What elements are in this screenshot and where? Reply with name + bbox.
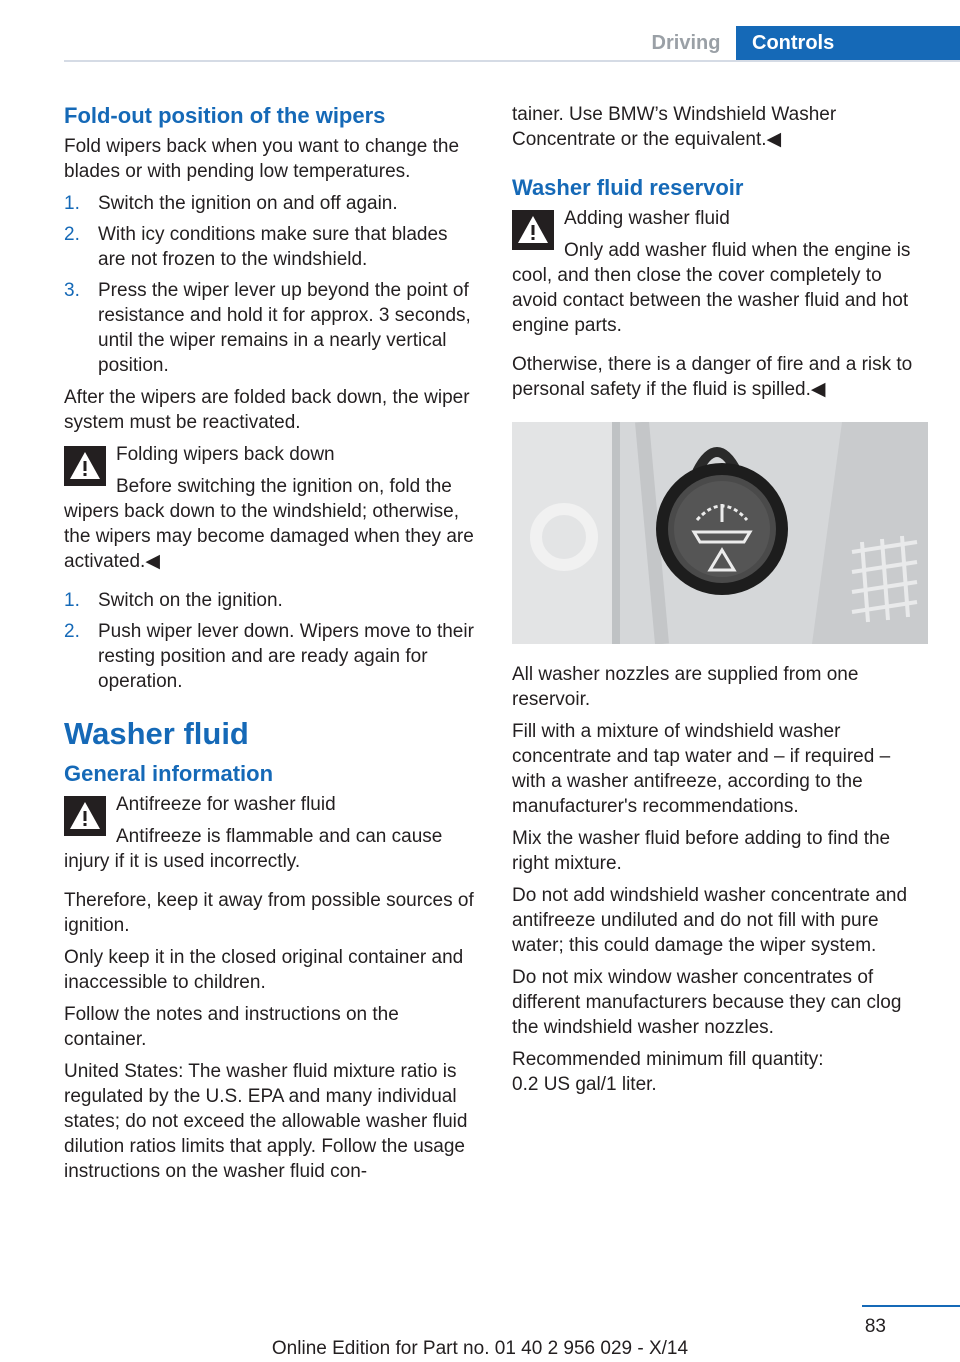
paragraph: United States: The washer fluid mixture ratio is regulated by the U.S. EPA and many individual states; do not exceed the allowable washer fluid dilution ratios limits that apply. Follow the usage instructions on the washer fluid con-: [64, 1061, 468, 1182]
paragraph: Recommended minimum fill quantity:: [512, 1049, 824, 1070]
steps-list-foldout: [64, 191, 480, 378]
heading-washer-reservoir: Washer fluid reservoir: [512, 175, 744, 200]
left-column: [64, 102, 480, 1191]
list-number: 1.: [64, 590, 80, 611]
list-text: Push wiper lever down. Wipers move to their resting position and are ready again for operation.: [98, 621, 474, 692]
list-text: Press the wiper lever up beyond the point of resistance and hold it for approx. 3 seconds, until the wiper remains in a nearly vertical position.: [98, 280, 471, 376]
warning-title: Folding wipers back down: [116, 444, 335, 465]
paragraph: Therefore, keep it away from possible sources of ignition.: [64, 890, 474, 936]
edition-footer: Online Edition for Part no. 01 40 2 956 029 - X/14: [271, 1338, 689, 1359]
list-number: 2.: [64, 621, 80, 642]
section-tab-controls[interactable]: Controls: [736, 26, 960, 62]
list-number: 3.: [64, 280, 80, 301]
list-item: [64, 191, 480, 216]
warning-block: [512, 206, 928, 345]
washer-reservoir-cap-photo: [512, 422, 928, 644]
warning-triangle-icon: [512, 210, 554, 250]
paragraph: Fold wipers back when you want to change the blades or with pending low temperatures.: [64, 136, 460, 182]
warning-block: [64, 792, 480, 881]
list-text: Switch the ignition on and off again.: [98, 193, 398, 214]
warning-block: [64, 442, 480, 581]
heading-foldout: Fold-out position of the wipers: [64, 103, 386, 128]
paragraph: tainer. Use BMW’s Windshield Washer Concentrate or the equivalent.◀: [512, 104, 837, 150]
list-item: [64, 222, 480, 272]
steps-list-reactivate: [64, 588, 480, 694]
section-tab-driving[interactable]: Driving: [651, 32, 721, 54]
warning-title: Adding washer fluid: [564, 208, 730, 229]
right-column: [512, 102, 928, 1104]
warning-triangle-icon: [64, 446, 106, 486]
paragraph: Otherwise, there is a danger of fire and a risk to personal safety if the fluid is spilled.◀: [512, 354, 913, 400]
paragraph: Do not mix window washer concentrates of different manufacturers because they can clog the windshield washer nozzles.: [512, 967, 902, 1038]
warning-triangle-icon: [64, 796, 106, 836]
paragraph: Mix the washer fluid before adding to find the right mixture.: [512, 828, 891, 874]
list-text: With icy conditions make sure that blades are not frozen to the windshield.: [98, 224, 448, 270]
page-number: 83: [864, 1316, 886, 1337]
paragraph: 0.2 US gal/1 liter.: [512, 1074, 657, 1095]
list-text: Switch on the ignition.: [98, 590, 283, 611]
warning-text: Antifreeze is flammable and can cause injury if it is used incorrectly.: [64, 826, 443, 872]
header-rule: [64, 60, 960, 62]
paragraph: Follow the notes and instructions on the container.: [64, 1004, 399, 1050]
heading-washer-fluid: Washer fluid: [64, 716, 249, 751]
paragraph: Do not add windshield washer concentrate and antifreeze undiluted and do not fill with pure water; this could damage the wiper system.: [512, 885, 908, 956]
paragraph: Fill with a mixture of windshield washer concentrate and tap water and – if required – with a washer antifreeze, according to the manufacturer's recommendations.: [512, 721, 891, 817]
warning-text: Before switching the ignition on, fold the wipers back down to the windshield; otherwise, the wipers may become damaged when they are activated.◀: [64, 476, 474, 572]
reservoir-cap-illustration: [512, 422, 928, 644]
page-header: [0, 0, 960, 62]
list-number: 1.: [64, 193, 80, 214]
warning-title: Antifreeze for washer fluid: [116, 794, 336, 815]
list-number: 2.: [64, 224, 80, 245]
paragraph: Only keep it in the closed original container and inaccessible to children.: [64, 947, 464, 993]
list-item: [64, 619, 480, 694]
heading-general-information: General information: [64, 761, 274, 786]
list-item: [64, 278, 480, 378]
warning-text: Only add washer fluid when the engine is cool, and then close the cover completely to avoid contact between the washer fluid and hot engine parts.: [512, 240, 911, 336]
footer-rule: [862, 1305, 960, 1307]
paragraph: All washer nozzles are supplied from one reservoir.: [512, 664, 859, 710]
list-item: [64, 588, 480, 613]
paragraph: After the wipers are folded back down, the wiper system must be reactivated.: [64, 387, 470, 433]
